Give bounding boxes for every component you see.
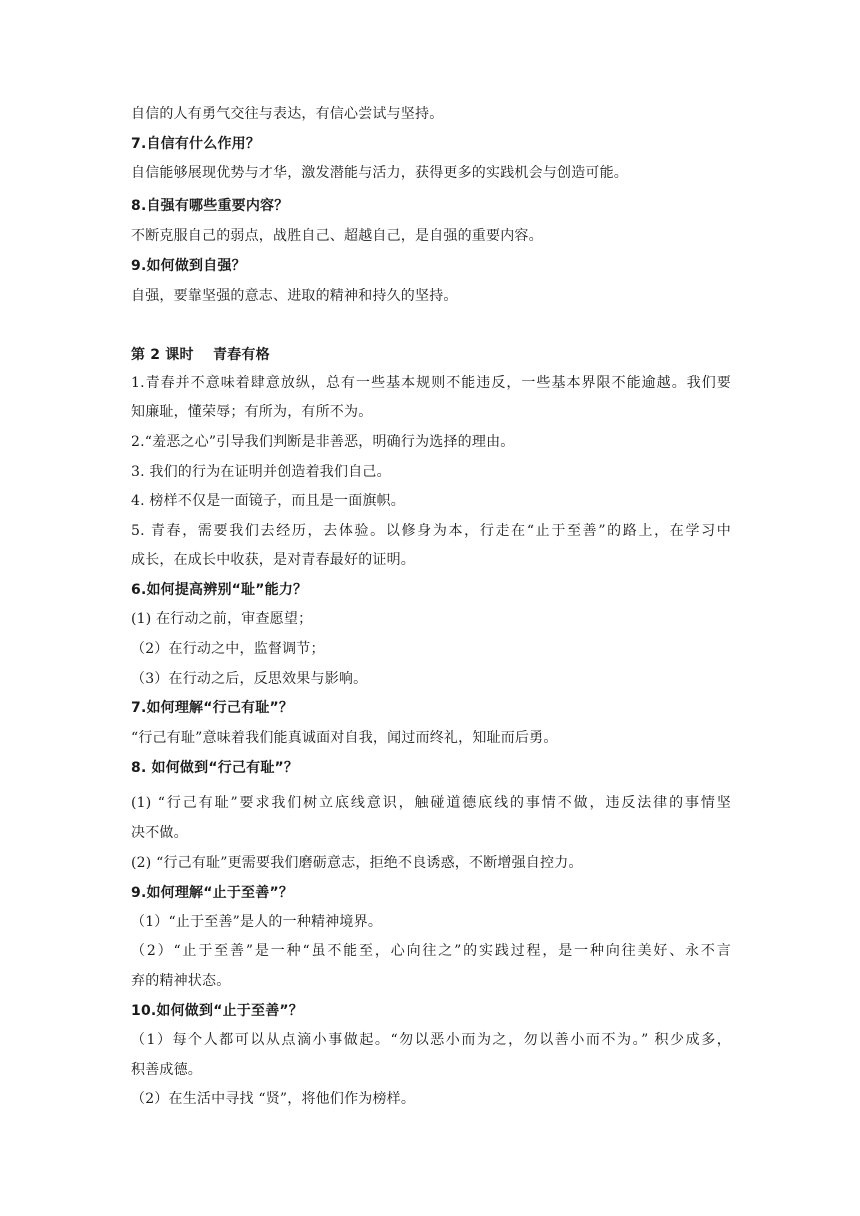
paragraph-line: 2.“羞恶之心”引导我们判断是非善恶，明确行为选择的理由。	[131, 434, 515, 450]
list-item: （1）每个人都可以从点滴小事做起。“勿以恶小而为之，勿以善小而不为。” 积少成多，	[131, 1032, 731, 1048]
paragraph-line: 自信的人有勇气交往与表达，有信心尝试与坚持。	[131, 106, 444, 122]
paragraph-line: 3. 我们的行为在证明并创造着我们自己。	[131, 464, 391, 480]
question-heading: 7.自信有什么作用？	[131, 136, 261, 152]
list-item: （3）在行动之后，反思效果与影响。	[131, 671, 368, 687]
list-item: (1) “行己有耻”要求我们树立底线意识，触碰道德底线的事情不做，违反法律的事情坚	[131, 795, 731, 811]
paragraph-line: 自信能够展现优势与才华，激发潜能与活力，获得更多的实践机会与创造可能。	[131, 165, 628, 181]
list-item: (1) 在行动之前，审查愿望；	[131, 611, 313, 627]
question-heading: 9.如何做到自强？	[131, 258, 246, 274]
question-heading: 8. 如何做到“行己有耻”？	[131, 760, 299, 776]
list-item: （2）在生活中寻找 “贤”，将他们作为榜样。	[131, 1091, 416, 1107]
question-heading: 9.如何理解“止于至善”？	[131, 885, 294, 901]
list-item: (2) “行己有耻”更需要我们磨砺意志，拒绝不良诱惑，不断增强自控力。	[131, 855, 583, 871]
paragraph-line: 不断克服自己的弱点，战胜自己、超越自己，是自强的重要内容。	[131, 228, 543, 244]
question-heading: 6.如何提高辨别“耻”能力？	[131, 582, 308, 598]
question-heading: 7.如何理解“行己有耻”？	[131, 700, 294, 716]
list-item: （2）“止于至善”是一种“虽不能至，心向往之”的实践过程，是一种向往美好、永不言	[131, 943, 731, 959]
paragraph-line: 知廉耻，懂荣辱；有所为，有所不为。	[131, 404, 373, 420]
paragraph-line: “行己有耻”意味着我们能真诚面对自我，闻过而终礼，知耻而后勇。	[131, 730, 558, 746]
list-item: 决不做。	[131, 825, 188, 841]
list-item: （2）在行动之中，监督调节；	[131, 641, 325, 657]
paragraph-line: 1.青春并不意味着肆意放纵，总有一些基本规则不能违反，一些基本界限不能逾越。我们要	[131, 375, 731, 391]
paragraph-line: 4. 榜样不仅是一面镜子，而且是一面旗帜。	[131, 493, 406, 509]
paragraph-line: 成长，在成长中收获，是对青春最好的证明。	[131, 552, 415, 568]
section-title: 第 2 课时 青春有格	[131, 347, 270, 363]
list-item: 积善成德。	[131, 1062, 202, 1078]
question-heading: 8.自强有哪些重要内容？	[131, 198, 289, 214]
paragraph-line: 5. 青春，需要我们去经历，去体验。以修身为本，行走在“止于至善”的路上，在学习中	[131, 523, 731, 539]
paragraph-line: 自强，要靠坚强的意志、进取的精神和持久的坚持。	[131, 288, 458, 304]
list-item: （1）“止于至善”是人的一种精神境界。	[131, 914, 383, 930]
question-heading: 10.如何做到“止于至善”？	[131, 1003, 304, 1019]
list-item: 弃的精神状态。	[131, 973, 231, 989]
